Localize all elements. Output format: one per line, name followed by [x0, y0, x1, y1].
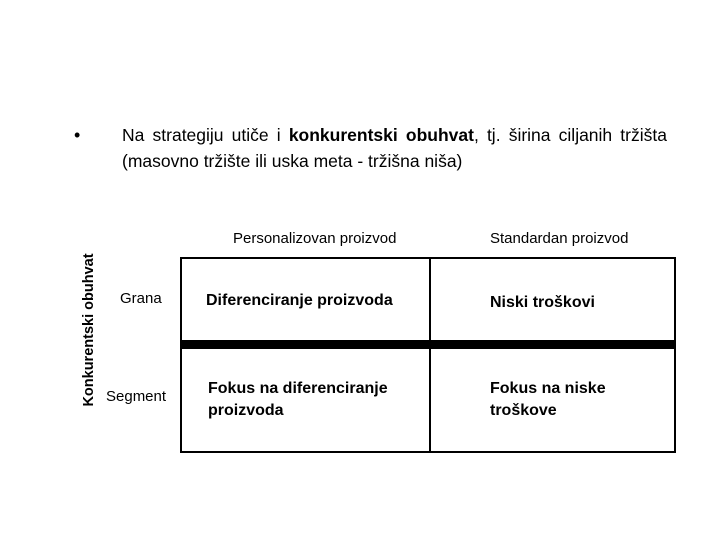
column-header-standard: Standardan proizvod: [490, 230, 629, 247]
matrix-vertical-divider: [429, 259, 431, 451]
cell-product-differentiation: Diferenciranje proizvoda: [206, 292, 393, 309]
strategy-matrix: [180, 257, 676, 453]
cell-cost-focus: Fokus na niske troškove: [490, 380, 606, 419]
bullet-symbol: •: [74, 125, 81, 145]
matrix-horizontal-divider: [180, 340, 676, 349]
bullet-text-part1: Na strategiju utiče i: [122, 125, 289, 145]
cell-low-costs: Niski troškovi: [490, 294, 595, 311]
bullet-text: [122, 122, 667, 174]
cell-differentiation-focus: Fokus na diferenciranje proizvoda: [208, 380, 388, 419]
axis-label-competitive-scope: Konkurentski obuhvat: [81, 253, 97, 407]
column-header-personalized: Personalizovan proizvod: [233, 230, 397, 247]
row-label-segment: Segment: [106, 388, 167, 405]
bullet-text-part2: , tj. širina ciljanih tržišta (masovno tržište ili uska meta - tržišna niša): [122, 125, 667, 171]
bullet-text-bold: konkurentski obuhvat: [288, 125, 474, 145]
row-label-industry: Grana: [120, 290, 162, 307]
